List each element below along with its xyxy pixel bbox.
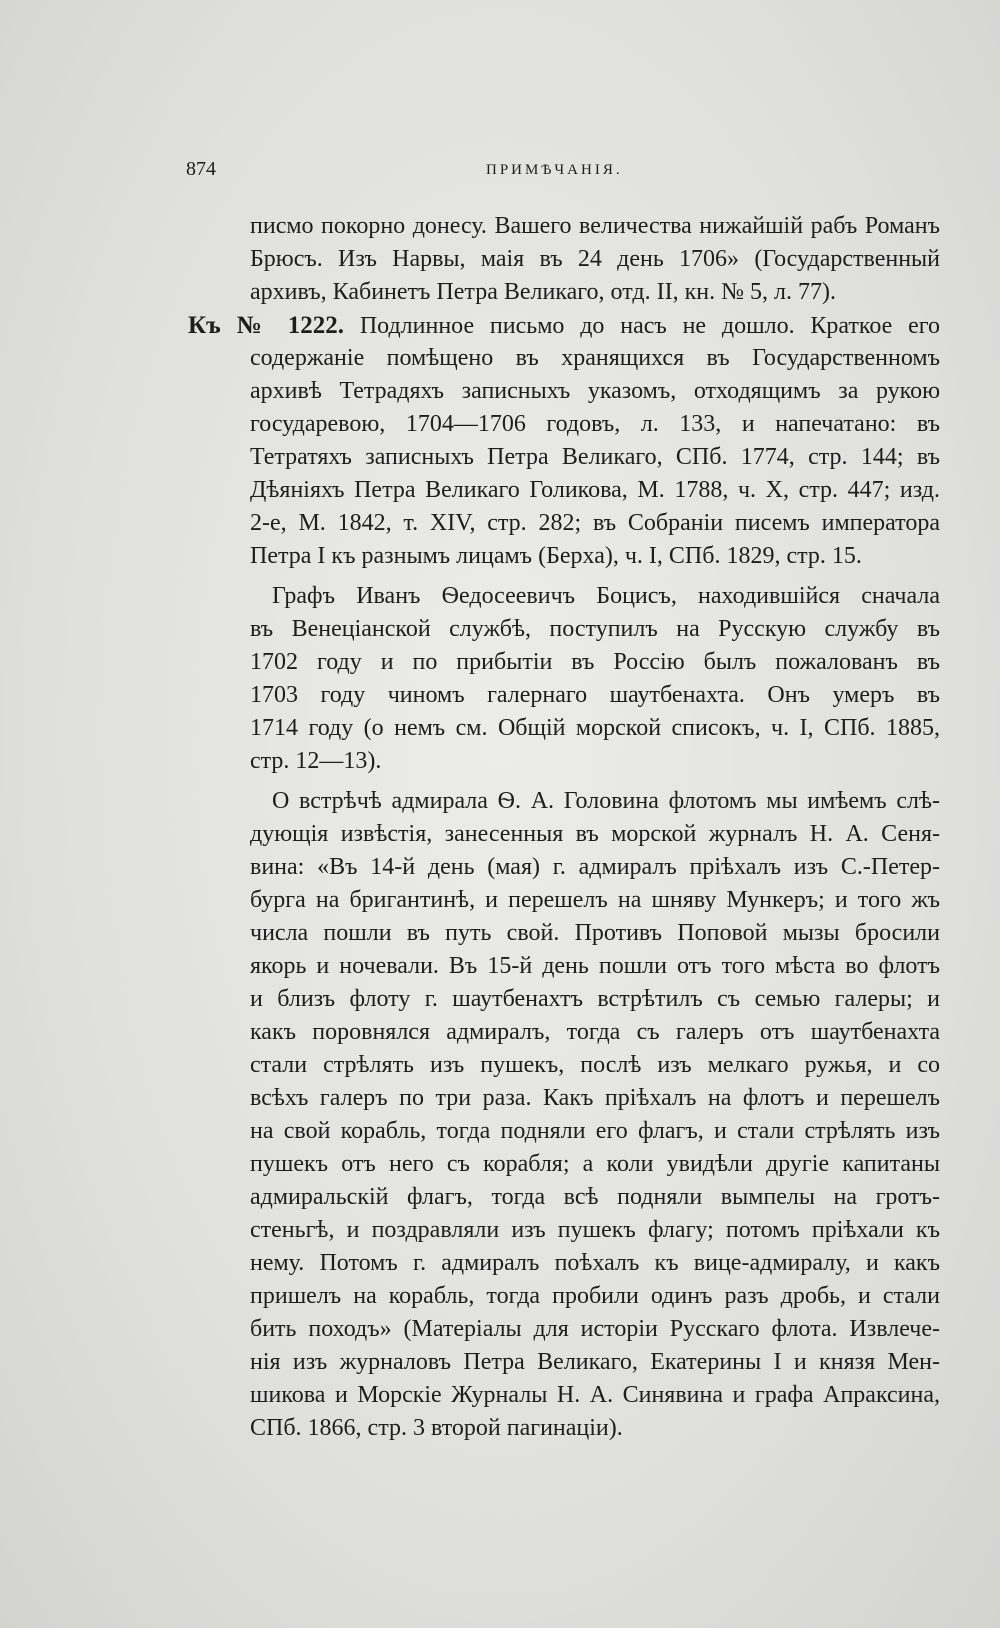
text-line: стр. 12—13). — [250, 748, 382, 774]
text-line: стеньгѣ, и поздравляли изъ пушекъ флагу; потомъ пріѣхали къ — [250, 1217, 940, 1243]
text-line: бить походъ» (Матеріалы для исторіи Русскаго флота. Извлече- — [250, 1316, 940, 1342]
text-line: нія изъ журналовъ Петра Великаго, Екатерины I и князя Мен- — [250, 1349, 940, 1375]
text-line: числа пошли въ путь свой. Противъ Поповой мызы бросили — [250, 920, 940, 946]
text-line: въ Венеціанской службѣ, поступилъ на Русскую службу въ — [250, 616, 940, 642]
text-line: бурга на бригантинѣ, и перешелъ на шняву Мункеръ; и того жъ — [250, 887, 940, 913]
text-line: всѣхъ галеръ по три раза. Какъ пріѣхалъ на флотъ и перешелъ — [250, 1085, 940, 1111]
text-line: О встрѣчѣ адмирала Ѳ. А. Головина флотомъ мы имѣемъ слѣ- — [272, 788, 940, 814]
text-line: и близъ флоту г. шаутбенахтъ встрѣтилъ съ семью галеры; и — [250, 986, 940, 1012]
page-header — [186, 158, 746, 188]
text-line: пришелъ на корабль, тогда пробили одинъ разъ дробь, и стали — [250, 1283, 940, 1309]
text-line: стали стрѣлять изъ пушекъ, послѣ изъ мелкаго ружья, и со — [250, 1052, 940, 1078]
running-head: ПРИМѢЧАНІЯ. — [486, 162, 623, 178]
text-line: адмиральскій флагъ, тогда всѣ подняли вымпелы на гротъ- — [250, 1184, 940, 1210]
text-line: пушекъ отъ него съ корабля; а коли увидѣли другіе капитаны — [250, 1151, 940, 1177]
text-line: 2-е, М. 1842, т. XIV, стр. 282; въ Собраніи писемъ императора — [250, 510, 940, 536]
page-number: 874 — [186, 158, 216, 180]
text-line: архивѣ Тетрадяхъ записныхъ указомъ, отходящимъ за рукою — [250, 378, 940, 404]
note-heading-text: Подлинное письмо до насъ не дошло. Краткое его — [359, 313, 940, 339]
text-line: вина: «Въ 14-й день (мая) г. адмиралъ пріѣхалъ изъ С.-Петер- — [250, 854, 940, 880]
text-line: Дѣяніяхъ Петра Великаго Голикова, М. 1788, ч. X, стр. 447; изд. — [250, 477, 940, 503]
text-line: писмо покорно донесу. Вашего величества нижайшій рабъ Романъ — [250, 213, 940, 239]
text-line: дующія извѣстія, занесенныя въ морской журналъ Н. А. Сеня- — [250, 821, 940, 847]
text-line: Петра I къ разнымъ лицамъ (Берха), ч. I, СПб. 1829, стр. 15. — [250, 543, 862, 569]
text-line: какъ поровнялся адмиралъ, тогда съ галеръ отъ шаутбенахта — [250, 1019, 940, 1045]
text-line: на свой корабль, тогда подняли его флагъ, и стали стрѣлять изъ — [250, 1118, 940, 1144]
text-line: Тетратяхъ записныхъ Петра Великаго, СПб. 1774, стр. 144; въ — [250, 444, 940, 470]
text-line: 1702 году и по прибытіи въ Россію былъ пожалованъ въ — [250, 649, 940, 675]
text-line: 1714 году (о немъ см. Общій морской списокъ, ч. I, СПб. 1885, — [250, 715, 940, 741]
text-line: СПб. 1866, стр. 3 второй пагинаціи). — [250, 1415, 623, 1441]
text-line: государевою, 1704—1706 годовъ, л. 133, и напечатано: въ — [250, 411, 940, 437]
text-line: Графъ Иванъ Ѳедосеевичъ Боцисъ, находившійся сначала — [272, 583, 940, 609]
text-line: якорь и ночевали. Въ 15-й день пошли отъ того мѣста во флотъ — [250, 953, 940, 979]
text-line: 1703 году чиномъ галернаго шаутбенахта. Онъ умеръ въ — [250, 682, 940, 708]
text-line: содержаніе помѣщено въ хранящихся въ Государственномъ — [250, 345, 940, 371]
text-line: Брюсъ. Изъ Нарвы, маія въ 24 день 1706» (Государственный — [250, 246, 940, 272]
note-heading-line — [188, 309, 940, 342]
text-line: нему. Потомъ г. адмиралъ поѣхалъ къ вице-адмиралу, и какъ — [250, 1250, 940, 1276]
body-text — [188, 210, 940, 1445]
text-line: шикова и Морскіе Журналы Н. А. Синявина и графа Апраксина, — [250, 1382, 940, 1408]
text-line: архивъ, Кабинетъ Петра Великаго, отд. II, кн. № 5, л. 77). — [250, 279, 836, 305]
note-label: Къ № 1222. — [188, 312, 344, 339]
